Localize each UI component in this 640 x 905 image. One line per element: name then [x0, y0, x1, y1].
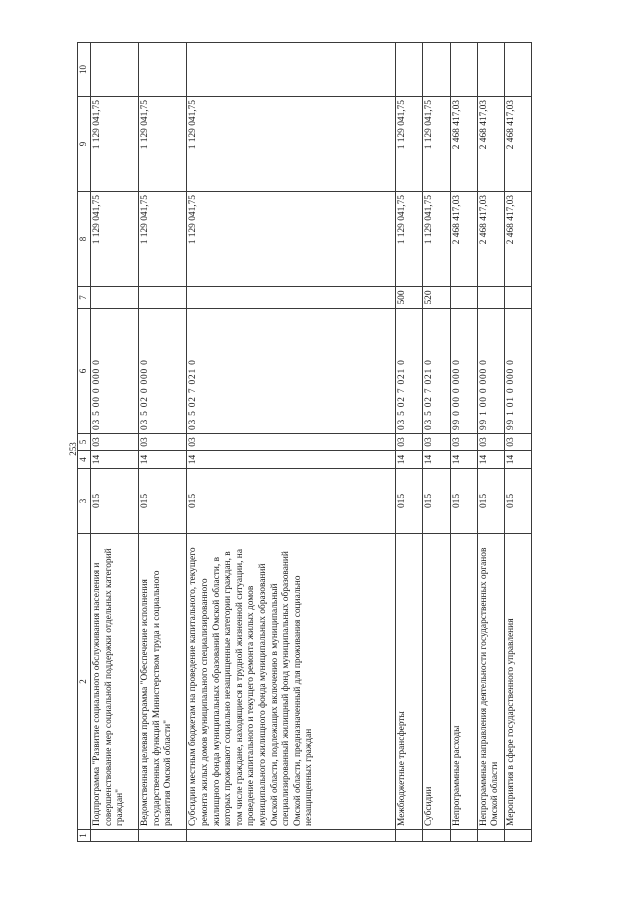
- col-header: 3: [78, 469, 91, 534]
- cell-c3: 015: [139, 469, 187, 534]
- cell-c5: 03: [396, 434, 423, 451]
- cell-c3: 015: [396, 469, 423, 534]
- row-name: Субсидии: [423, 534, 450, 830]
- cell-c8: 2 468 417,03: [504, 192, 531, 287]
- cell-c4: 14: [450, 451, 477, 469]
- cell-c7: [477, 287, 504, 309]
- cell-c3: 015: [187, 469, 396, 534]
- cell-c3: 015: [423, 469, 450, 534]
- row-name: Непрограммные направления деятельности государственных органов Омской области: [477, 534, 504, 830]
- cell-c5: 03: [477, 434, 504, 451]
- cell-c6: 03 5 02 7 021 0: [187, 309, 396, 434]
- cell-c8: 2 468 417,03: [450, 192, 477, 287]
- cell-c5: 03: [423, 434, 450, 451]
- cell-c7: [139, 287, 187, 309]
- cell-c9: 1 129 041,75: [91, 97, 139, 192]
- page-number: 253: [68, 442, 78, 456]
- cell-c8: 1 129 041,75: [187, 192, 396, 287]
- row-num: [504, 830, 531, 842]
- cell-c10: [504, 43, 531, 97]
- table-row: [504, 43, 531, 842]
- cell-c3: 015: [450, 469, 477, 534]
- col-header: 8: [78, 192, 91, 287]
- cell-c10: [477, 43, 504, 97]
- row-num: [423, 830, 450, 842]
- table-row: [139, 43, 187, 842]
- cell-c7: 520: [423, 287, 450, 309]
- cell-c9: 1 129 041,75: [187, 97, 396, 192]
- cell-c9: 2 468 417,03: [450, 97, 477, 192]
- cell-c6: 99 1 01 0 000 0: [504, 309, 531, 434]
- col-header: 1: [78, 830, 91, 842]
- cell-c4: 14: [187, 451, 396, 469]
- table-row: [423, 43, 450, 842]
- cell-c9: 2 468 417,03: [477, 97, 504, 192]
- cell-c5: 03: [139, 434, 187, 451]
- cell-c9: 1 129 041,75: [139, 97, 187, 192]
- cell-c8: 1 129 041,75: [423, 192, 450, 287]
- cell-c7: [504, 287, 531, 309]
- cell-c6: 03 5 02 7 021 0: [423, 309, 450, 434]
- cell-c5: 03: [91, 434, 139, 451]
- cell-c4: 14: [504, 451, 531, 469]
- cell-c8: 1 129 041,75: [139, 192, 187, 287]
- cell-c10: [139, 43, 187, 97]
- row-num: [477, 830, 504, 842]
- row-num: [91, 830, 139, 842]
- row-num: [450, 830, 477, 842]
- col-header: 4: [78, 451, 91, 469]
- cell-c10: [187, 43, 396, 97]
- row-name: Межбюджетные трансферты: [396, 534, 423, 830]
- cell-c6: 99 1 00 0 000 0: [477, 309, 504, 434]
- col-header: 2: [78, 534, 91, 830]
- table-row: [450, 43, 477, 842]
- row-name: Субсидии местным бюджетам на проведение капитального, текущего ремонта жилых домов муниципального специализированного жилищного фонда муниципальных образований Омской области, в которых проживают социально незащищенные категории граждан, в том числе граждане, находящиеся в трудной жизненной ситуации, на проведение капитального и текущего ремонта жилых домов муниципального жилищного фонда муниципальных образований Омской области, подлежащих включению в муниципальный специализированный жилищный фонд муниципальных образований Омской области, предназначенный для проживания социально незащищенных граждан: [187, 534, 396, 830]
- cell-c10: [423, 43, 450, 97]
- table-row: [187, 43, 396, 842]
- table-row: [91, 43, 139, 842]
- cell-c5: 03: [504, 434, 531, 451]
- budget-table-rotated: [77, 43, 532, 842]
- cell-c4: 14: [477, 451, 504, 469]
- row-num: [187, 830, 396, 842]
- col-header: 10: [78, 43, 91, 97]
- cell-c3: 015: [91, 469, 139, 534]
- row-name: Ведомственная целевая программа "Обеспечение исполнения государственных функций Министерством труда и социального развития Омской области": [139, 534, 187, 830]
- header-row: [78, 43, 91, 842]
- cell-c3: 015: [477, 469, 504, 534]
- cell-c10: [91, 43, 139, 97]
- cell-c5: 03: [450, 434, 477, 451]
- cell-c6: 03 5 00 0 000 0: [91, 309, 139, 434]
- budget-table: [77, 42, 532, 842]
- cell-c4: 14: [91, 451, 139, 469]
- row-num: [139, 830, 187, 842]
- cell-c7: [91, 287, 139, 309]
- cell-c10: [450, 43, 477, 97]
- cell-c7: 500: [396, 287, 423, 309]
- cell-c9: 2 468 417,03: [504, 97, 531, 192]
- cell-c4: 14: [423, 451, 450, 469]
- cell-c8: 1 129 041,75: [91, 192, 139, 287]
- cell-c4: 14: [139, 451, 187, 469]
- cell-c4: 14: [396, 451, 423, 469]
- cell-c6: 99 0 00 0 000 0: [450, 309, 477, 434]
- col-header: 6: [78, 309, 91, 434]
- row-name: Непрограммные расходы: [450, 534, 477, 830]
- cell-c10: [396, 43, 423, 97]
- cell-c6: 03 5 02 7 021 0: [396, 309, 423, 434]
- cell-c6: 03 5 02 0 000 0: [139, 309, 187, 434]
- cell-c7: [187, 287, 396, 309]
- cell-c9: 1 129 041,75: [423, 97, 450, 192]
- row-name: Мероприятия в сфере государственного управления: [504, 534, 531, 830]
- table-row: [396, 43, 423, 842]
- cell-c5: 03: [187, 434, 396, 451]
- cell-c8: 2 468 417,03: [477, 192, 504, 287]
- col-header: 7: [78, 287, 91, 309]
- row-num: [396, 830, 423, 842]
- cell-c8: 1 129 041,75: [396, 192, 423, 287]
- row-name: Подпрограмма "Развитие социального обслуживания населения и совершенствование мер социальной поддержки отдельных категорий граждан": [91, 534, 139, 830]
- col-header: 5: [78, 434, 91, 451]
- col-header: 9: [78, 97, 91, 192]
- cell-c3: 015: [504, 469, 531, 534]
- table-row: [477, 43, 504, 842]
- cell-c7: [450, 287, 477, 309]
- cell-c9: 1 129 041,75: [396, 97, 423, 192]
